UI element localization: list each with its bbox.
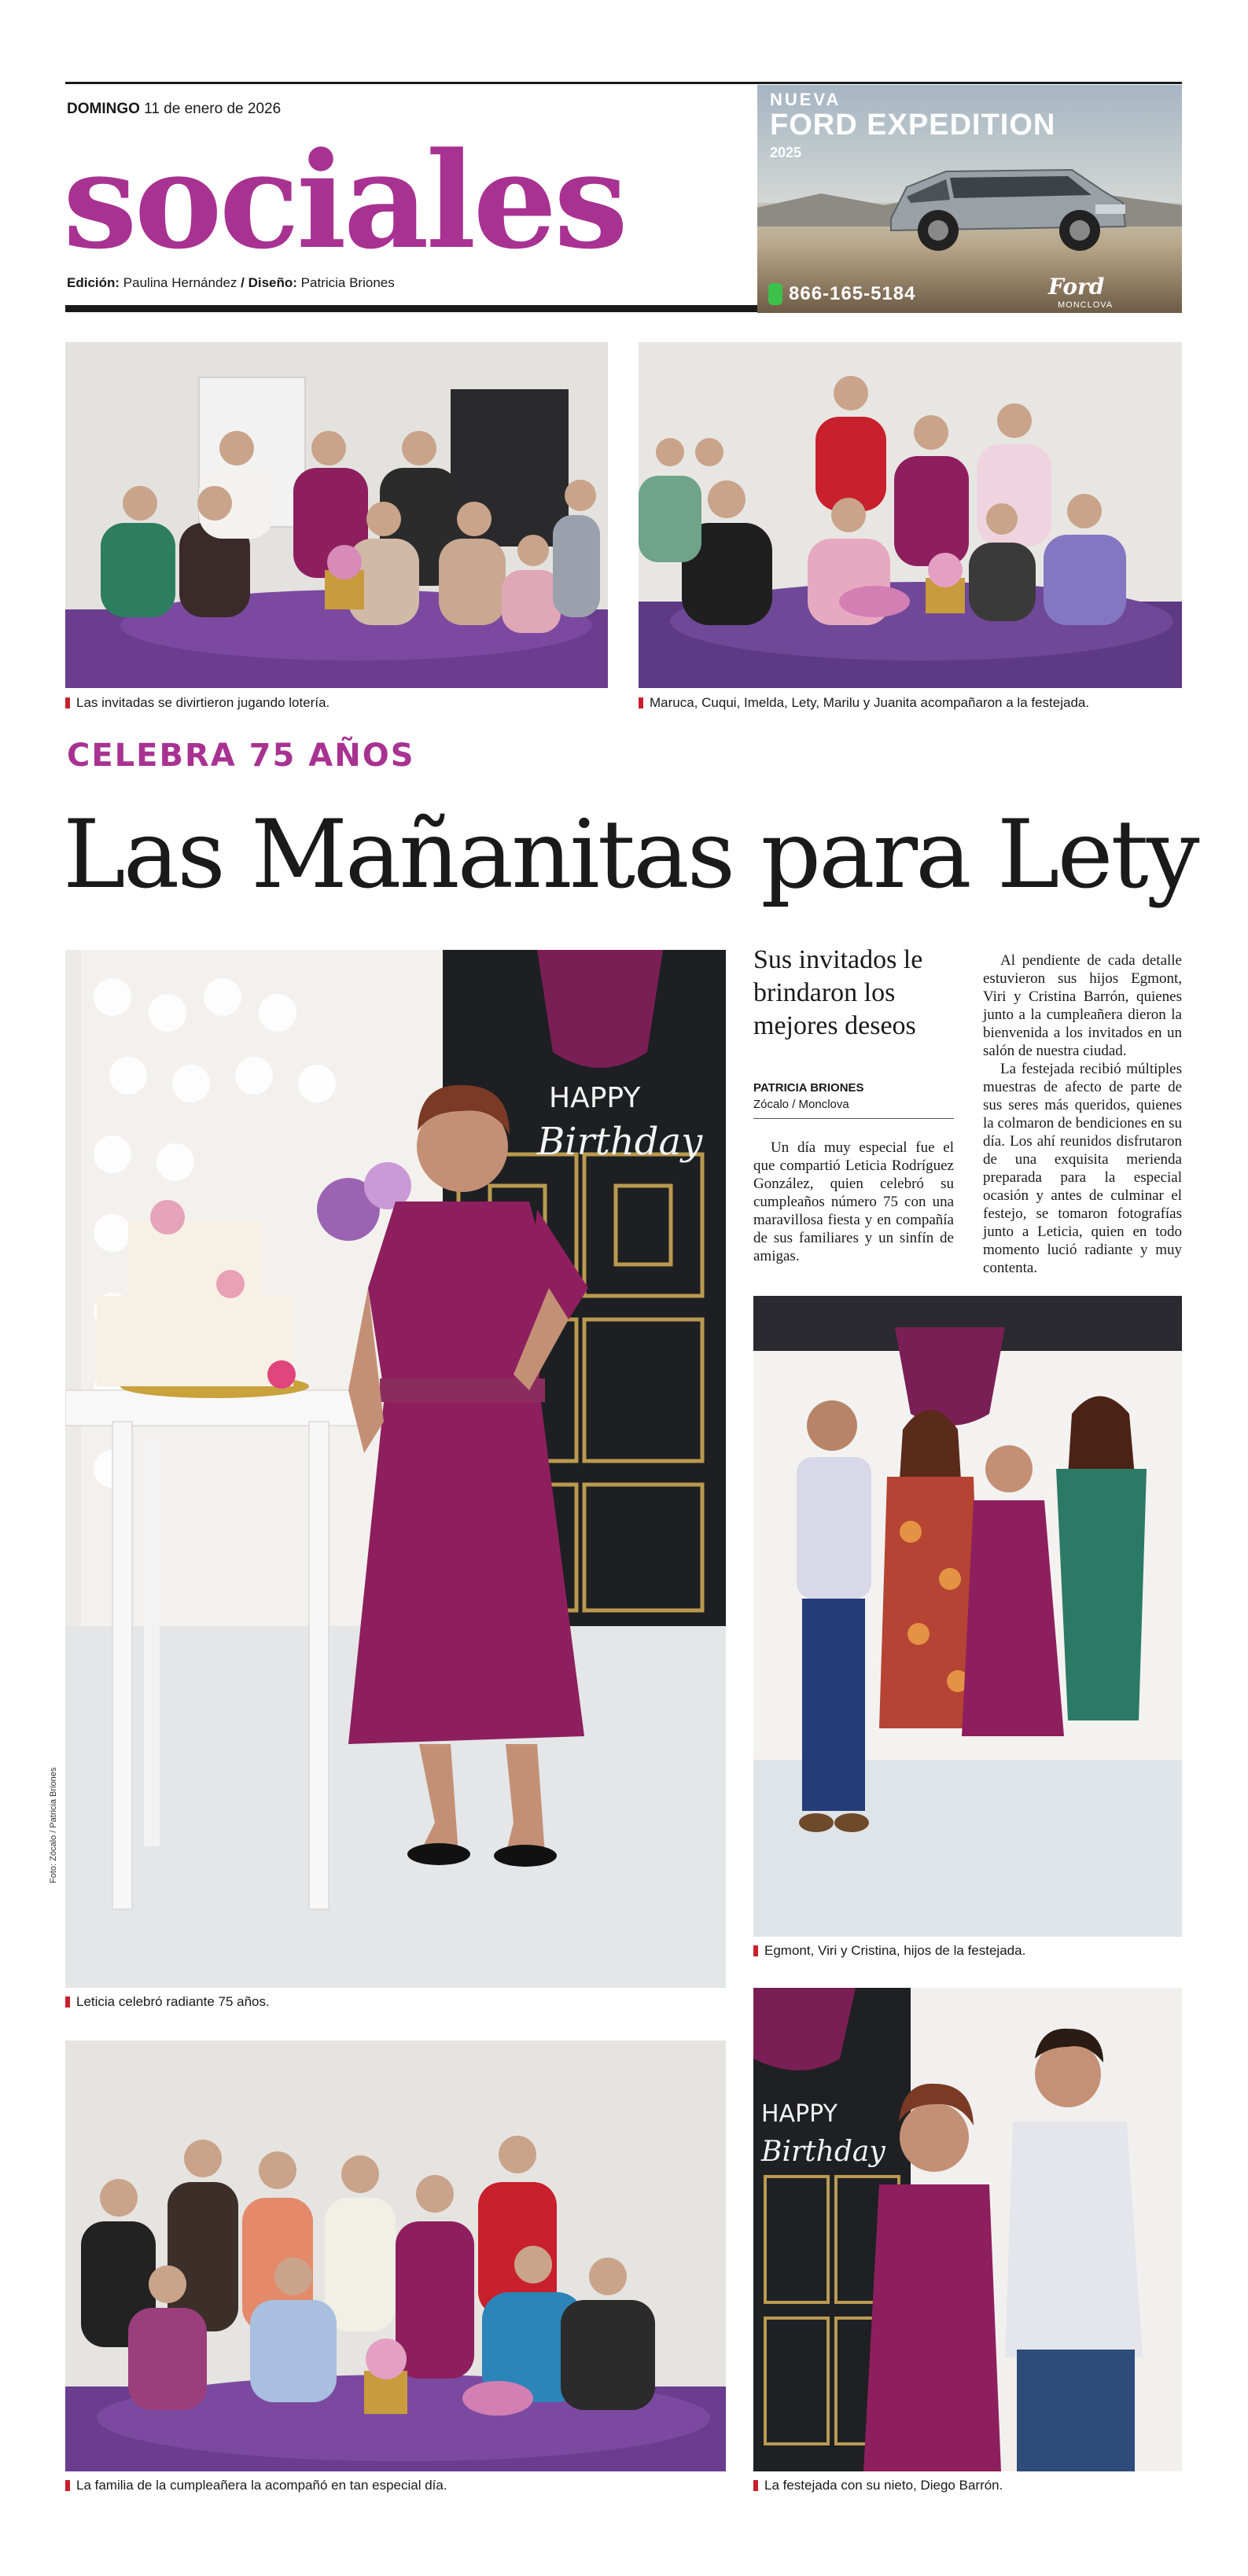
caption-hijos: Egmont, Viri y Cristina, hijos de la festejada. [753,1942,1193,1960]
edicion-name: Paulina Hernández [123,275,237,290]
photo-main-leticia [65,950,726,1988]
diseno-name: Patricia Briones [300,275,395,290]
article-column-1 [753,1139,954,1265]
article-column-2 [983,951,1182,1277]
photo-nieto-image [753,1988,1182,2471]
caption-loteria: Las invitadas se divirtieron jugando lotería. [65,694,619,712]
caption-nieto: La festejada con su nieto, Diego Barrón. [753,2477,1193,2494]
photo-familia [65,2041,726,2471]
edition-credits [67,275,395,291]
caption-familia: La familia de la cumpleañera la acompañó en tan especial día. [65,2477,737,2494]
photo-hijos [753,1296,1182,1937]
caption-amigas: Maruca, Cuqui, Imelda, Lety, Marilu y Juanita acompañaron a la festejada. [639,694,1193,712]
article-paragraph: Un día muy especial fue el que compartió Leticia Rodríguez González, quien celebró su cumpleaños número 75 con una maravillosa fiesta y en compañía de sus familiares y un sinfín de amigas. [753,1139,954,1264]
photo-credit: Foto: Zócalo / Patricia Briones [49,1767,58,1883]
ad-new-label: NUEVA [770,90,841,109]
photo-loteria-image [65,342,608,688]
diseno-label: / Diseño: [241,275,297,290]
svg-text:HAPPY: HAPPY [549,1082,641,1114]
header-top-rule [65,82,1182,84]
photo-nieto [753,1988,1182,2471]
day-label: DOMINGO [67,101,140,117]
svg-text:HAPPY: HAPPY [761,2100,838,2128]
ad-dealer-label: MONCLOVA [1058,300,1114,310]
article-headline: Las Mañanitas para Lety [63,800,1198,910]
photo-amigas [639,342,1182,688]
byline-rule [753,1118,954,1119]
photo-loteria [65,342,608,688]
ad-phone-number[interactable]: 866-165-5184 [789,283,916,304]
article-paragraph: La festejada recibió múltiples muestras de afecto de parte de sus seres más queridos, quienes la colmaron de bendiciones en su día. Los ahí reunidos disfrutaron de una exquisita merienda preparada para la especial ocasión y antes de culminar el festejo, se tomaron fotografías junto a Leticia, quien en todo momento lució radiante y muy contenta. [983,1061,1182,1276]
svg-text:Birthday: Birthday [761,2136,885,2168]
photo-hijos-image [753,1296,1182,1937]
photo-amigas-image [639,342,1182,688]
suv-image [875,148,1135,258]
section-title: sociales [63,123,625,278]
edicion-label: Edición: [67,275,120,290]
dateline [67,101,281,118]
phone-icon [768,283,782,305]
article-paragraph: Al pendiente de cada detalle estuvieron sus hijos Egmont, Viri y Cristina Barrón, quienes junto a la cumpleañera dieron la bienvenida a los invitados en un salón de nuestra ciudad. [983,952,1182,1059]
ad-year-label: 2025 [770,145,802,160]
article-kicker: CELEBRA 75 AÑOS [67,738,415,774]
photo-familia-image [65,2041,726,2471]
date-label: 11 de enero de 2026 [144,101,282,117]
article-subhead: Sus invitados le brindaron los mejores deseos [753,945,923,1040]
svg-text:Birthday: Birthday [537,1120,703,1164]
ford-logo: Ford [1048,274,1105,300]
article-author: PATRICIA BRIONES [753,1081,864,1095]
article-outlet: Zócalo / Monclova [753,1098,849,1111]
photo-main-image [65,950,726,1988]
ad-model-label: FORD EXPEDITION [770,109,1056,142]
caption-main: Leticia celebró radiante 75 años. [65,1993,737,2011]
ford-expedition-ad[interactable] [757,85,1182,313]
